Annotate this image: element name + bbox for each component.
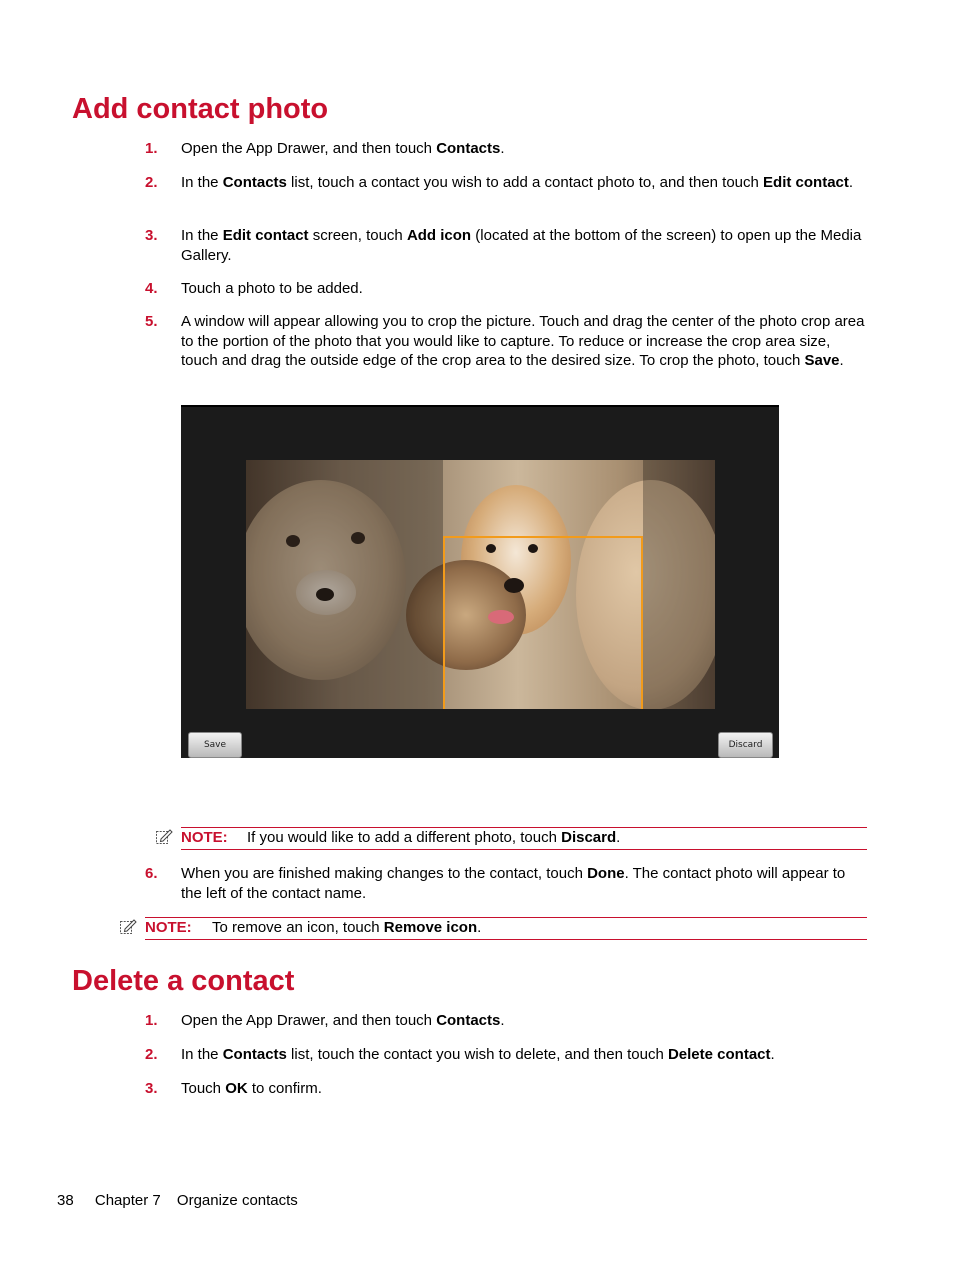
step-number: 1. [145, 140, 158, 157]
step-number: 2. [145, 174, 158, 191]
step-number: 1. [145, 1012, 158, 1029]
note-text: If you would like to add a different photo, touch Discard. [247, 829, 621, 846]
note-label: NOTE: [145, 919, 192, 936]
chapter-title: Organize contacts [176, 1192, 298, 1209]
chapter-label: Chapter 7 [94, 1192, 161, 1209]
step-number: 3. [145, 227, 158, 244]
step-text: A window will appear allowing you to crop the picture. Touch and drag the center of the photo crop area to the portion of the photo that you would like to capture. To reduce or increase the crop area size, touch and drag the outside edge of the crop area to the desired size. To crop the photo, touch Save. [181, 313, 865, 369]
step-text: Open the App Drawer, and then touch Contacts. [181, 1012, 505, 1029]
step-number: 3. [145, 1080, 158, 1097]
puppies-photo [246, 460, 715, 709]
note-label: NOTE: [181, 829, 228, 846]
crop-dim-right [643, 460, 715, 709]
note-discard [181, 827, 867, 850]
note-icon [119, 918, 137, 935]
step-text: Open the App Drawer, and then touch Contacts. [181, 140, 505, 157]
note-remove-icon [145, 917, 867, 940]
crop-area[interactable] [443, 536, 643, 709]
step-text: When you are finished making changes to the contact, touch Done. The contact photo will appear to the left of the contact name. [181, 865, 846, 902]
step-text: In the Contacts list, touch a contact you wish to add a contact photo to, and then touch Edit contact. [181, 174, 854, 191]
note-icon [155, 828, 173, 845]
crop-photo-screenshot [181, 405, 779, 758]
step-text: Touch OK to confirm. [181, 1080, 322, 1097]
step-number: 6. [145, 865, 158, 882]
section-title-add-contact-photo: Add contact photo [72, 93, 329, 125]
step-number: 5. [145, 313, 158, 330]
step-number: 2. [145, 1046, 158, 1063]
discard-button[interactable]: Discard [718, 732, 773, 758]
step-text: In the Contacts list, touch the contact you wish to delete, and then touch Delete contact. [181, 1046, 775, 1063]
step-text: Touch a photo to be added. [181, 280, 363, 297]
crop-dim-left [246, 460, 443, 709]
note-text: To remove an icon, touch Remove icon. [212, 919, 482, 936]
step-text: In the Edit contact screen, touch Add icon (located at the bottom of the screen) to open up the Media Gallery. [181, 227, 862, 264]
save-button[interactable]: Save [188, 732, 242, 758]
page-number: 38 [57, 1192, 74, 1209]
step-number: 4. [145, 280, 158, 297]
section-title-delete-contact: Delete a contact [72, 965, 295, 997]
page-footer [57, 1192, 298, 1209]
